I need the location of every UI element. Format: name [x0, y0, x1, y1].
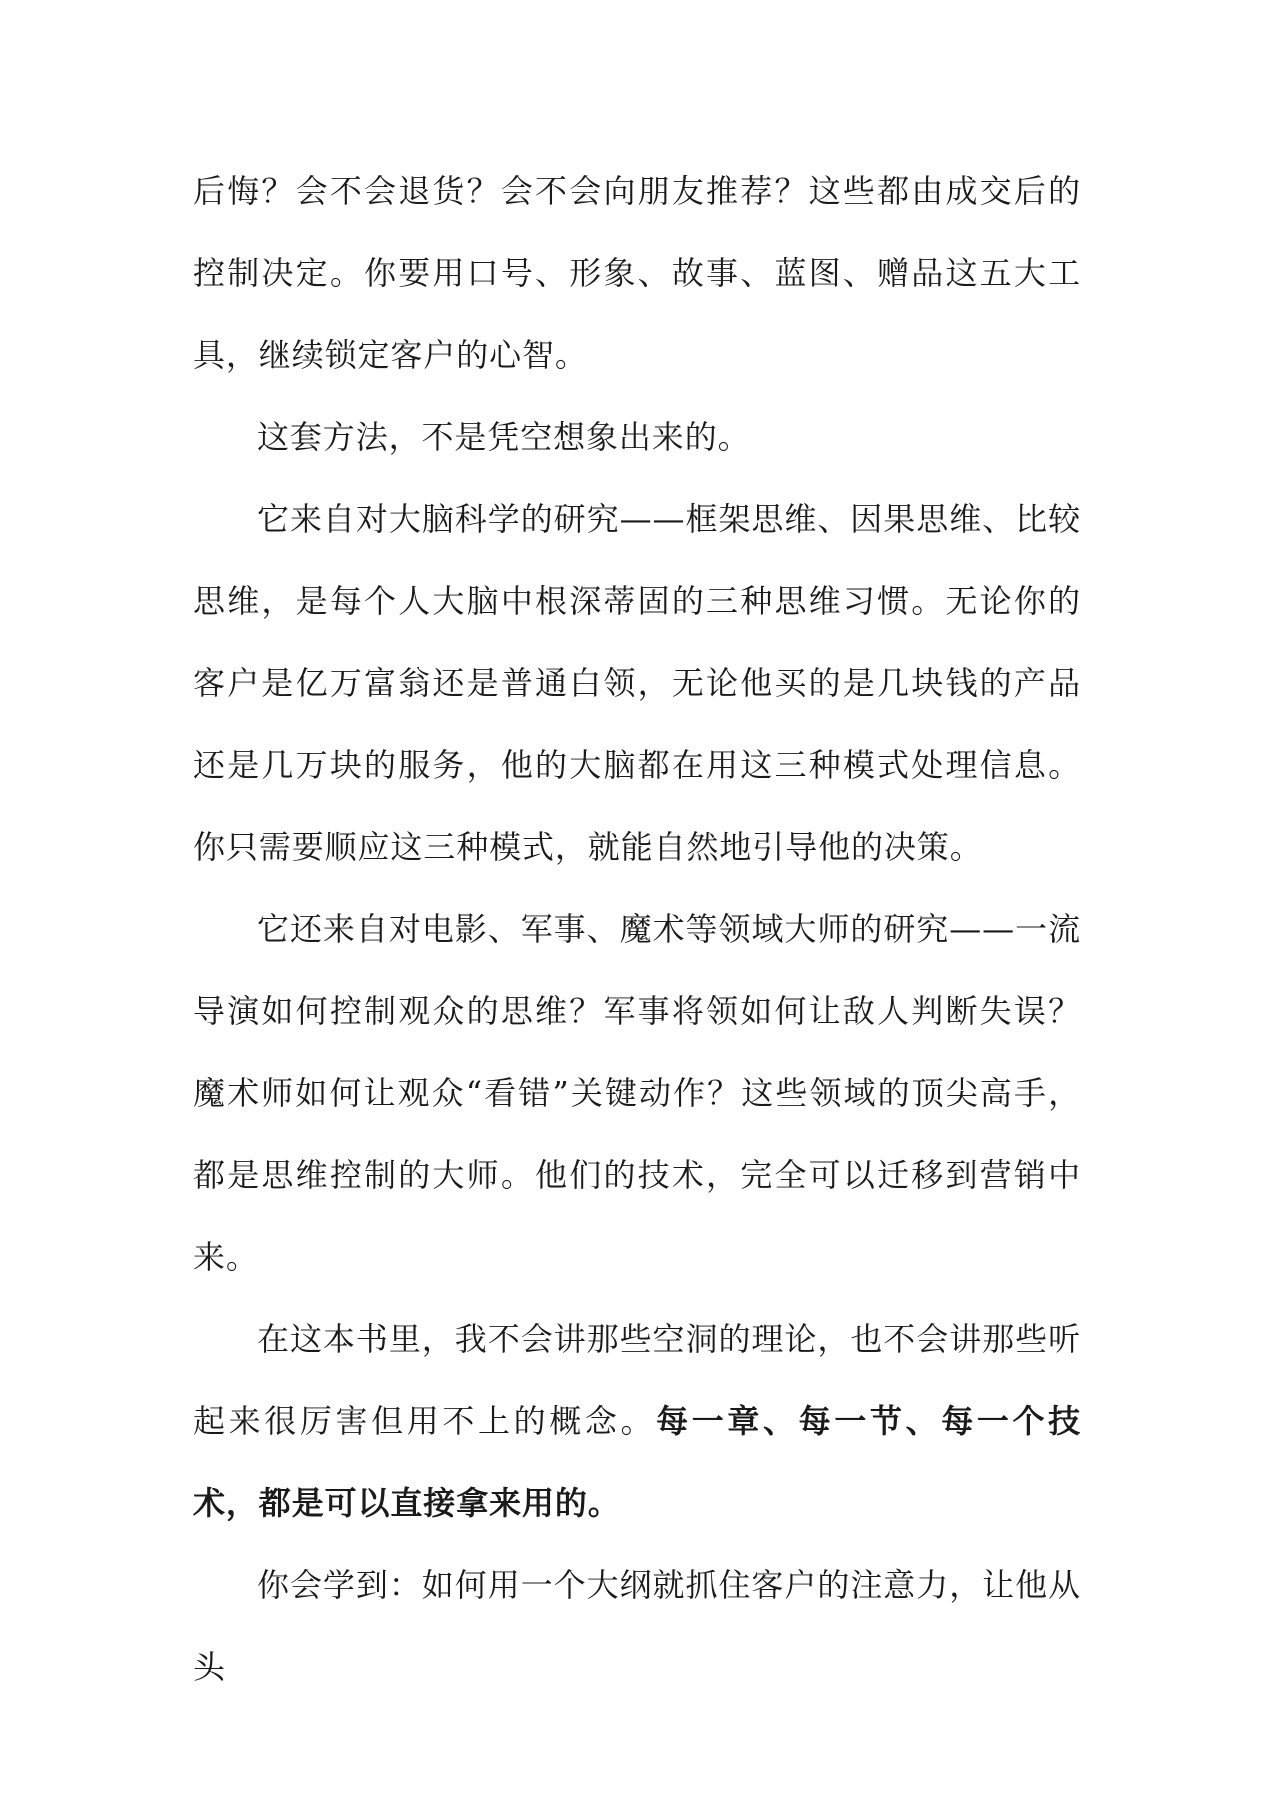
- paragraph: [193, 1544, 1081, 1708]
- paragraph-text: 后悔？会不会退货？会不会向朋友推荐？这些都由成交后的控制决定。你要用口号、形象、故事、蓝图、赠品这五大工具，继续锁定客户的心智。: [193, 172, 1081, 374]
- paragraph-continued: [193, 150, 1081, 396]
- paragraph-text: 它来自对大脑科学的研究——框架思维、因果思维、比较思维，是每个人大脑中根深蒂固的三种思维习惯。无论你的客户是亿万富翁还是普通白领，无论他买的是几块钱的产品还是几万块的服务，他的大脑都在用这三种模式处理信息。你只需要顺应这三种模式，就能自然地引导他的决策。: [193, 500, 1081, 866]
- paragraph: [193, 396, 1081, 478]
- paragraph-text: 你会学到：如何用一个大纲就抓住客户的注意力，让他从头: [193, 1566, 1081, 1686]
- paragraph: [193, 478, 1081, 888]
- paragraph-bold-text: 每一章、每一节、每一个技术，都是可以直接拿来用的。: [193, 1402, 1081, 1522]
- paragraph-text: 在这本书里，我不会讲那些空洞的理论，也不会讲那些听起来很厉害但用不上的概念。: [193, 1320, 1081, 1440]
- body-text: [193, 150, 1081, 1708]
- paragraph-text: 这套方法，不是凭空想象出来的。: [257, 418, 751, 456]
- paragraph-text: 它还来自对电影、军事、魔术等领域大师的研究——一流导演如何控制观众的思维？军事将领如何让敌人判断失误？魔术师如何让观众“看错”关键动作？这些领域的顶尖高手，都是思维控制的大师。他们的技术，完全可以迁移到营销中来。: [193, 910, 1081, 1276]
- paragraph: [193, 1298, 1081, 1544]
- paragraph: [193, 888, 1081, 1298]
